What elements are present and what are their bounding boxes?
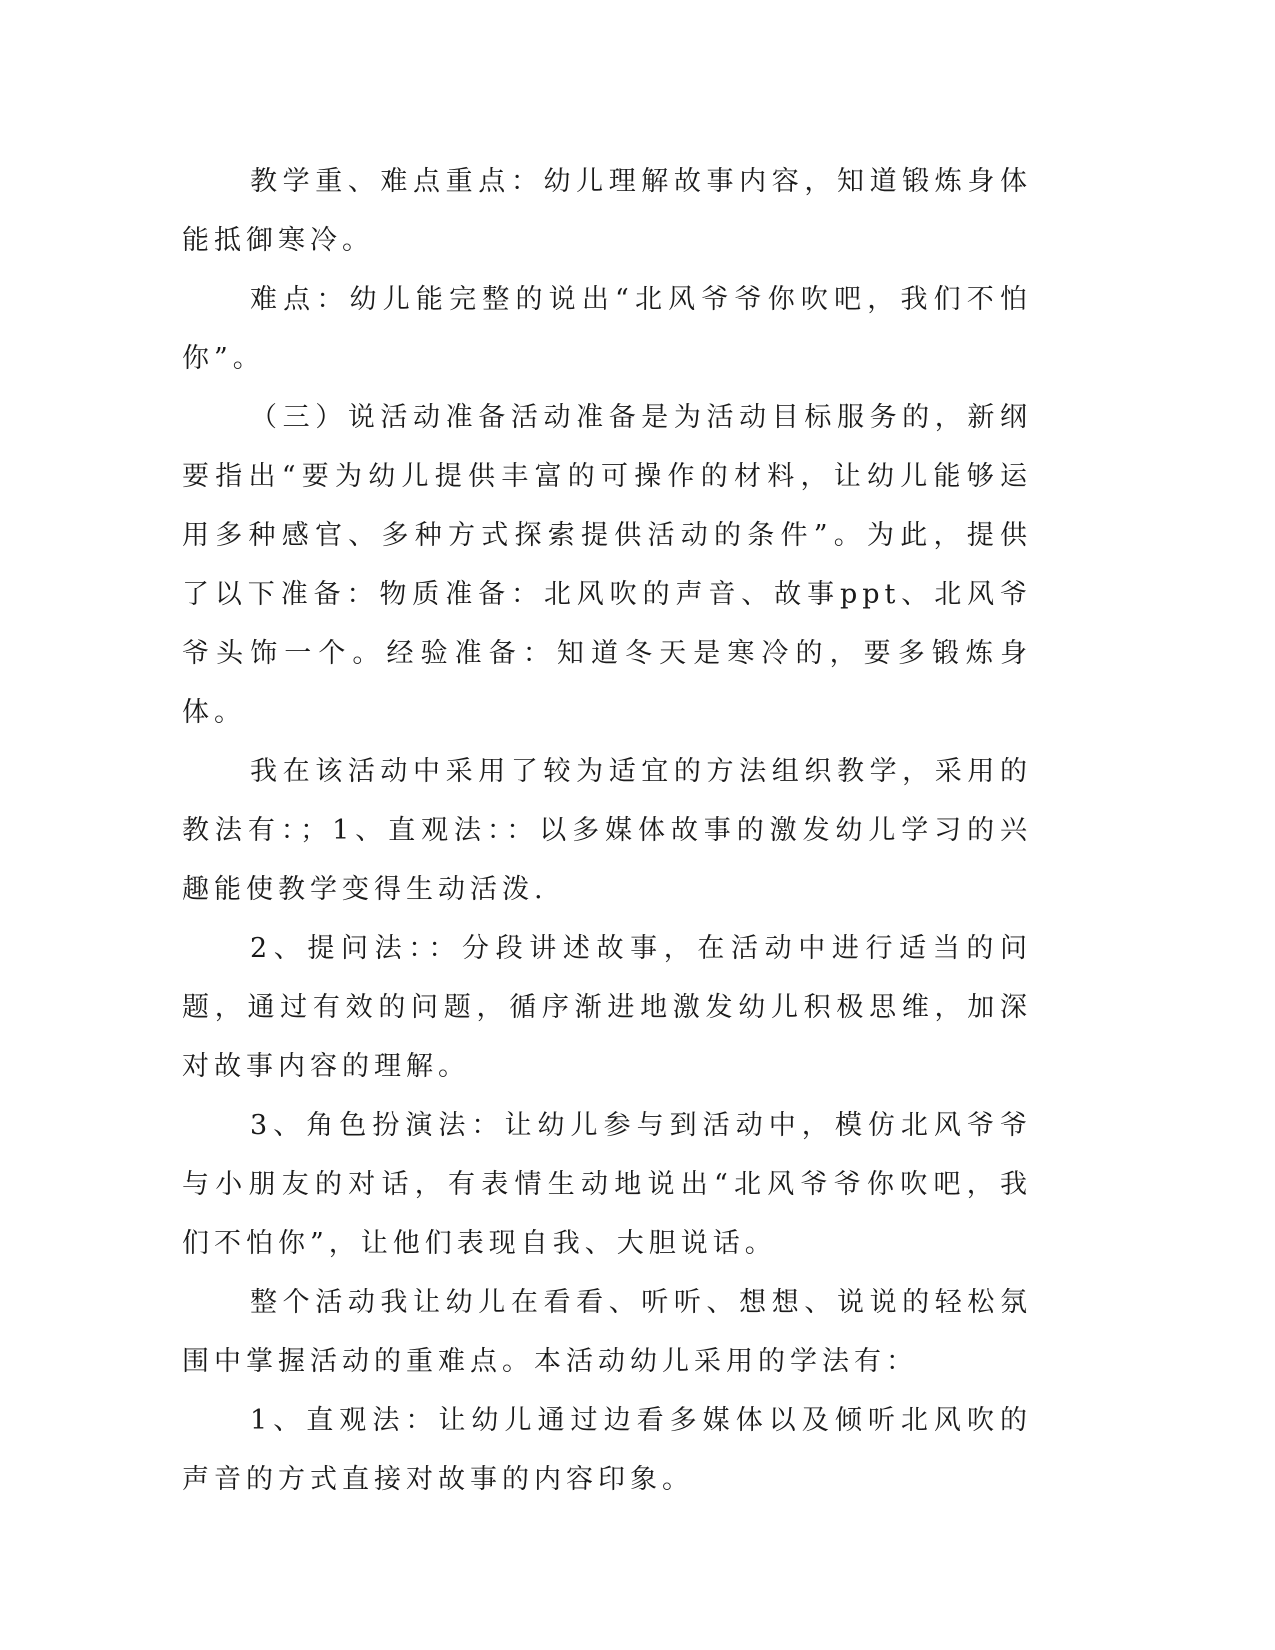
body-text bbox=[182, 152, 1032, 1509]
paragraph-learning-methods: 整个活动我让幼儿在看看、听听、想想、说说的轻松氛围中掌握活动的重难点。本活动幼儿采用的学法有： bbox=[182, 1287, 1032, 1377]
paragraph-observation-method: 1、直观法：让幼儿通过边看多媒体以及倾听北风吹的声音的方式直接对故事的内容印象。 bbox=[182, 1405, 1032, 1495]
paragraph-activity-preparation: （三）说活动准备活动准备是为活动目标服务的，新纲要指出“要为幼儿提供丰富的可操作的材料，让幼儿能够运用多种感官、多种方式探索提供活动的条件”。为此，提供了以下准备：物质准备：北风吹的声音、故事ppt、北风爷爷头饰一个。经验准备：知道冬天是寒冷的，要多锻炼身体。 bbox=[182, 402, 1032, 728]
paragraph-questioning-method: 2、提问法：：分段讲述故事，在活动中进行适当的问题，通过有效的问题，循序渐进地激发幼儿积极思维，加深对故事内容的理解。 bbox=[182, 933, 1032, 1082]
paragraph-key-points: 教学重、难点重点：幼儿理解故事内容，知道锻炼身体能抵御寒冷。 bbox=[182, 166, 1032, 256]
paragraph-difficulty: 难点：幼儿能完整的说出“北风爷爷你吹吧，我们不怕你”。 bbox=[182, 284, 1032, 374]
paragraph-teaching-methods: 我在该活动中采用了较为适宜的方法组织教学，采用的教法有：；1、直观法：：以多媒体故事的激发幼儿学习的兴趣能使教学变得生动活泼. bbox=[182, 756, 1032, 905]
paragraph-role-play-method: 3、角色扮演法：让幼儿参与到活动中，模仿北风爷爷与小朋友的对话，有表情生动地说出“北风爷爷你吹吧，我们不怕你”，让他们表现自我、大胆说话。 bbox=[182, 1110, 1032, 1259]
